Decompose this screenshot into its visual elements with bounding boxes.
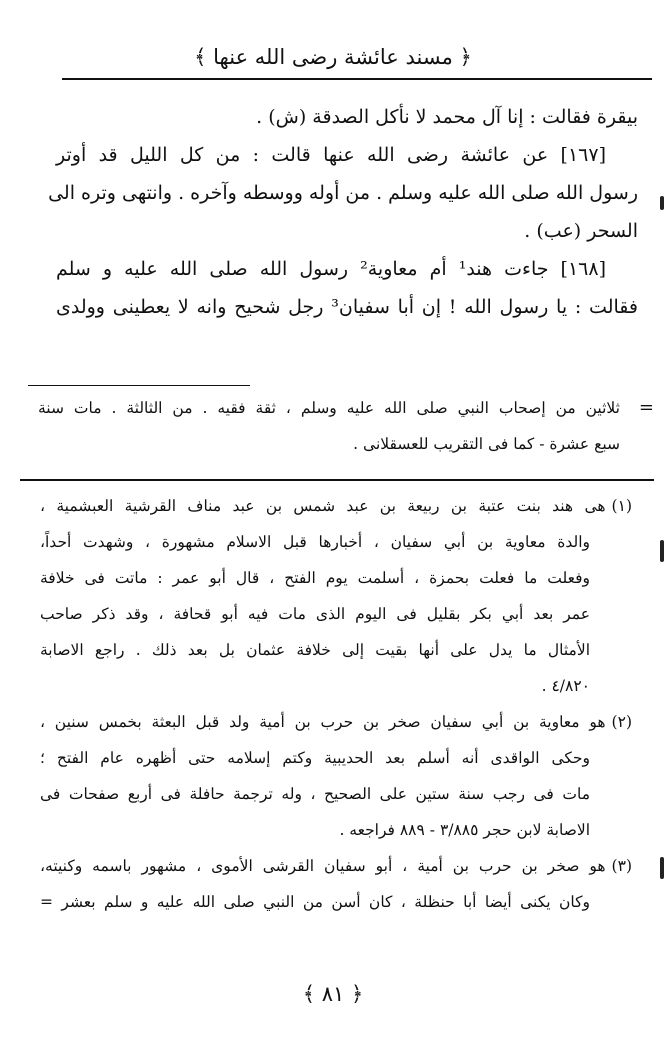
footnote-line <box>40 704 632 740</box>
note-line: سبع عشرة - كما فى التقريب للعسقلانى . <box>353 435 620 453</box>
continuation-marker: = <box>638 397 654 418</box>
footnote-3 <box>40 848 632 920</box>
footnote-separator <box>20 479 654 481</box>
footnote-line <box>40 488 632 524</box>
edge-scan-mark <box>660 540 664 562</box>
running-header: ﴿ مسند عائشة رضى الله عنها ﴾ <box>194 45 472 69</box>
footnote-line: والدة معاوية بن أبي سفيان ، أخبارها قبل الاسلام مشهورة ، وشهدت أحداً، <box>40 533 590 551</box>
footnote-1 <box>40 488 632 704</box>
footnote-number: (١) <box>611 497 632 515</box>
continued-note <box>38 390 654 462</box>
footnote-line: وحكى الواقدى أنه أسلم بعد الحديبية وكتم إسلامه حتى أظهره عام الفتح ؛ <box>40 749 590 767</box>
hadith-168-line: [١٦٨] جاءت هند¹ أم معاوية² رسول الله صلى الله عليه و سلم <box>56 258 607 280</box>
footnote-text: هو معاوية بن أبي سفيان صخر بن حرب بن أمية ولد قبل البعثة بخمس سنين ، <box>40 713 606 731</box>
main-text <box>48 98 638 326</box>
footnote-line: الاصابة لابن حجر ٣/٨٨٥ - ٨٨٩ فراجعه . <box>339 821 590 839</box>
footnote-number: (٣) <box>611 857 632 875</box>
text-line: فقالت : يا رسول الله ! إن أبا سفيان³ رجل شحيح وانه لا يعطينى وولدى <box>56 296 638 318</box>
footnote-line: عمر بعد أبي بكر بقليل فى اليوم الذى مات فيه أبو قحافة ، وقد ذكر صاحب <box>40 605 590 623</box>
hadith-167-line: [١٦٧] عن عائشة رضى الله عنها قالت : من كل الليل قد أوتر <box>56 144 606 166</box>
footnote-text: هى هند بنت عتبة بن ربيعة بن عبد شمس بن عبد مناف القرشية العبشمية ، <box>40 497 606 515</box>
footnote-line: الأمثال ما يدل على أنها بقيت إلى خلافة عثمان بل بعد ذلك . راجع الاصابة <box>40 641 590 659</box>
footnote-line: وكان يكنى أيضا أبا حنظلة ، كان أسن من النبي صلى الله عليه و سلم بعشر = <box>40 893 590 911</box>
note-line <box>38 390 654 426</box>
header-rule <box>62 78 652 80</box>
footnote-line <box>40 848 632 884</box>
text-line: بيقرة فقالت : إنا آل محمد لا نأكل الصدقة (ش) . <box>256 106 638 128</box>
edge-scan-mark <box>660 196 664 210</box>
footnote-2 <box>40 704 632 848</box>
edge-scan-mark <box>660 857 664 879</box>
footnote-line: وفعلت ما فعلت بحمزة ، أسلمت يوم الفتح ، قال أبو عمر : ماتت فى خلافة <box>40 569 590 587</box>
text-line: رسول الله صلى الله عليه وسلم . من أوله ووسطه وآخره . وانتهى وتره الى <box>48 182 638 204</box>
footnote-line: ٤/٨٢٠ . <box>541 677 590 695</box>
note-line-text: ثلاثين من إصحاب النبي صلى الله عليه وسلم ، ثقة فقيه . من الثالثة . مات سنة <box>38 399 620 417</box>
page-number: ﴿ ٨١ ﴾ <box>302 982 364 1006</box>
footnote-text: هو صخر بن حرب بن أمية ، أبو سفيان القرشى الأموى ، مشهور باسمه وكنيته، <box>40 857 606 875</box>
footnotes <box>40 488 632 920</box>
footnote-line: مات فى رجب سنة ستين على الصحيح ، وله ترجمة حافلة فى أربع صفحات فى <box>40 785 590 803</box>
text-line: السحر (عب) . <box>524 220 638 242</box>
footnote-number: (٢) <box>611 713 632 731</box>
note-separator <box>28 385 250 386</box>
